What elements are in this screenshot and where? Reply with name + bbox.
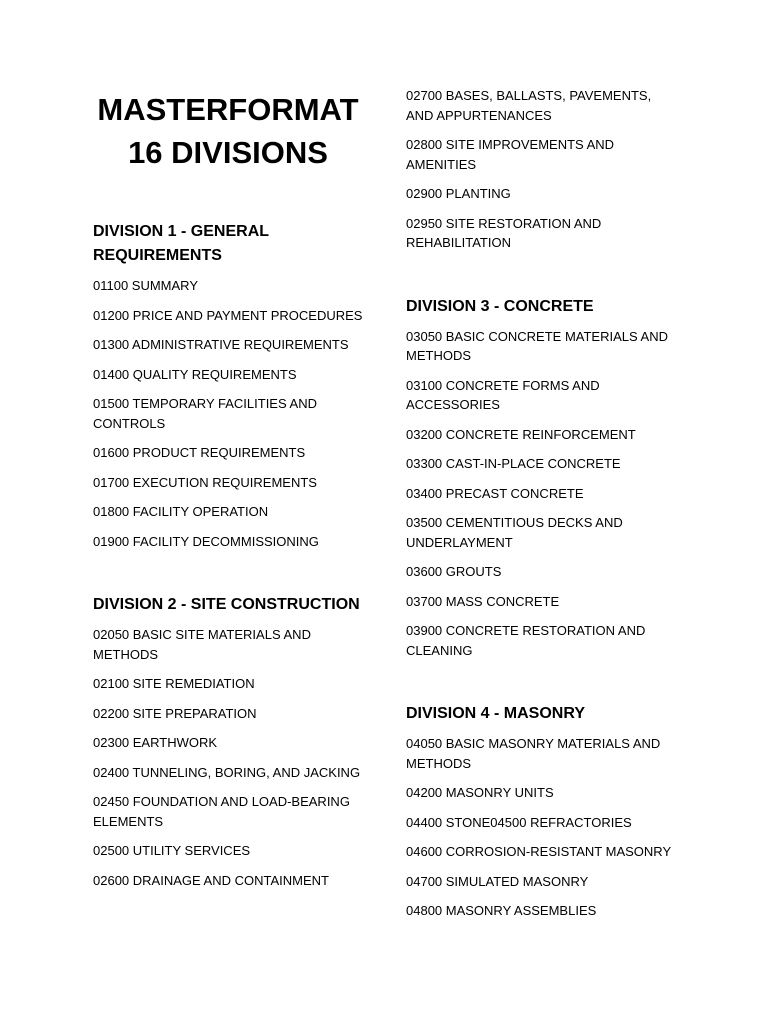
- section-item: 02450 FOUNDATION AND LOAD-BEARING ELEMENTS: [93, 794, 350, 829]
- division-heading: DIVISION 2 - SITE CONSTRUCTION: [93, 596, 360, 613]
- section-item: 04400 STONE04500 REFRACTORIES: [406, 814, 632, 830]
- division-heading: DIVISION 3 - CONCRETE: [406, 297, 594, 315]
- section-item: 04700 SIMULATED MASONRY: [406, 873, 589, 889]
- right-column: [406, 0, 681, 931]
- section-item: 01700 EXECUTION REQUIREMENTS: [93, 474, 317, 490]
- title-line-1: MASTERFORMAT: [97, 92, 359, 127]
- section-item: 02950 SITE RESTORATION AND REHABILITATION: [406, 215, 602, 250]
- section-item: 03700 MASS CONCRETE: [406, 593, 560, 609]
- division-4-section: [406, 702, 681, 921]
- section-item: 01100 SUMMARY: [93, 278, 199, 293]
- section-item: 02200 SITE PREPARATION: [93, 705, 257, 721]
- section-item: 02300 EARTHWORK: [93, 735, 218, 750]
- division-heading: DIVISION 1 - GENERAL REQUIREMENTS: [93, 223, 269, 264]
- section-spacer: [406, 263, 681, 295]
- left-column: [93, 0, 363, 900]
- section-item: 03100 CONCRETE FORMS AND ACCESSORIES: [406, 377, 600, 412]
- section-item: 01600 PRODUCT REQUIREMENTS: [93, 445, 306, 460]
- section-item: 02500 UTILITY SERVICES: [93, 843, 251, 858]
- section-item: 01300 ADMINISTRATIVE REQUIREMENTS: [93, 337, 349, 352]
- section-item: 02050 BASIC SITE MATERIALS AND METHODS: [93, 627, 311, 662]
- division-2-section: [93, 593, 363, 890]
- section-item: 04050 BASIC MASONRY MATERIALS AND METHODS: [406, 736, 661, 771]
- section-item: 04200 MASONRY UNITS: [406, 785, 554, 800]
- section-item: 04600 CORROSION-RESISTANT MASONRY: [406, 844, 672, 859]
- section-item: 02600 DRAINAGE AND CONTAINMENT: [93, 872, 329, 888]
- section-spacer: [93, 561, 363, 593]
- section-item: 02100 SITE REMEDIATION: [93, 676, 255, 691]
- division-heading: DIVISION 4 - MASONRY: [406, 705, 585, 722]
- section-item: 03200 CONCRETE REINFORCEMENT: [406, 426, 636, 442]
- section-item: 01400 QUALITY REQUIREMENTS: [93, 366, 297, 382]
- section-item: 03900 CONCRETE RESTORATION AND CLEANING: [406, 623, 646, 658]
- section-item: 03050 BASIC CONCRETE MATERIALS AND METHODS: [406, 328, 669, 363]
- section-item: 02700 BASES, BALLASTS, PAVEMENTS, AND APPURTENANCES: [406, 88, 652, 123]
- section-item: 02400 TUNNELING, BORING, AND JACKING: [93, 764, 361, 780]
- section-item: 01200 PRICE AND PAYMENT PROCEDURES: [93, 307, 363, 323]
- section-item: 03300 CAST-IN-PLACE CONCRETE: [406, 456, 621, 471]
- section-item: 03500 CEMENTITIOUS DECKS AND UNDERLAYMENT: [406, 515, 623, 550]
- section-item: 02900 PLANTING: [406, 186, 511, 201]
- section-item: 03400 PRECAST CONCRETE: [406, 485, 584, 501]
- section-item: 04800 MASONRY ASSEMBLIES: [406, 903, 597, 918]
- section-item: 01500 TEMPORARY FACILITIES AND CONTROLS: [93, 396, 317, 431]
- document-title: [93, 88, 363, 174]
- section-item: 01900 FACILITY DECOMMISSIONING: [93, 533, 319, 549]
- section-item: 02800 SITE IMPROVEMENTS AND AMENITIES: [406, 137, 615, 172]
- division-1-section: [93, 220, 363, 551]
- title-line-2: 16 DIVISIONS: [128, 135, 328, 170]
- section-spacer: [406, 670, 681, 702]
- division-2-continued: [406, 86, 681, 253]
- division-3-section: [406, 295, 681, 661]
- section-item: 03600 GROUTS: [406, 564, 502, 579]
- section-item: 01800 FACILITY OPERATION: [93, 504, 269, 519]
